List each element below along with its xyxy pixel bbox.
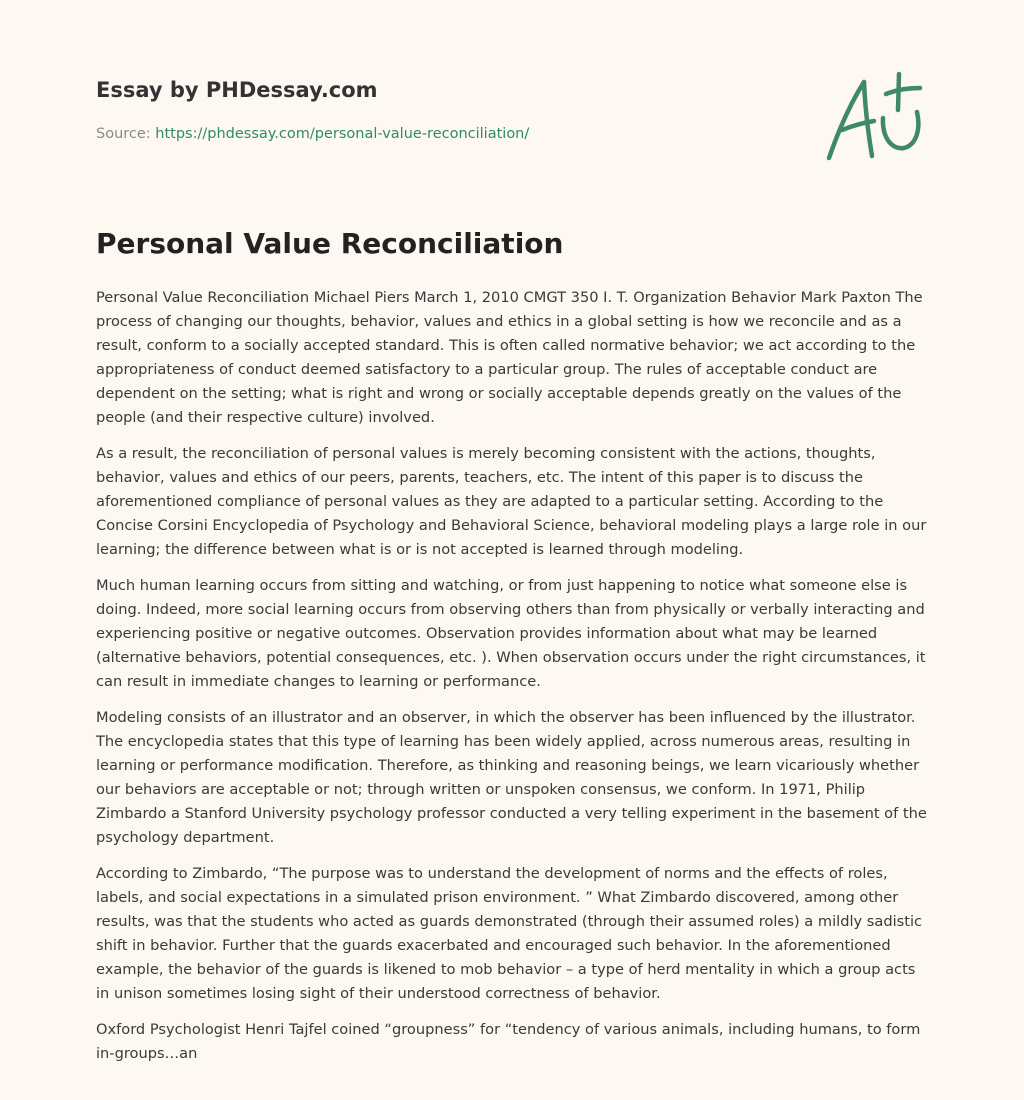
a-plus-logo-icon bbox=[820, 66, 930, 166]
article-body bbox=[96, 286, 932, 1078]
source-label: Source: bbox=[96, 126, 156, 142]
paragraph: Much human learning occurs from sitting and watching, or from just happening to notice what someone else is doing. Indeed, more social learning occurs from observing others than from physically or verbally interacting and experiencing positive or negative outcomes. Observation provides information about what may be learned (alternative behaviors, potential consequences, etc. ). When observation occurs under the right circumstances, it can result in immediate changes to learning or performance. bbox=[96, 577, 926, 690]
paragraph: As a result, the reconciliation of personal values is merely becoming consistent with the actions, thoughts, behavior, values and ethics of our peers, parents, teachers, etc. The intent of this paper is to discuss the aforementioned compliance of personal values as they are adapted to a particular setting. According to the Concise Corsini Encyclopedia of Psychology and Behavioral Science, behavioral modeling plays a large role in our learning; the difference between what is or is not accepted is learned through modeling. bbox=[96, 445, 927, 558]
header bbox=[96, 76, 796, 144]
paragraph: According to Zimbardo, “The purpose was to understand the development of norms and the effects of roles, labels, and social expectations in a simulated prison environment. ” What Zimbardo discovered, among other results, was that the students who acted as guards demonstrated (through their assumed roles) a mildly sadistic shift in behavior. Further that the guards exacerbated and encouraged such behavior. In the aforementioned example, the behavior of the guards is likened to mob behavior – a type of herd mentality in which a group acts in unison sometimes losing sight of their understood correctness of behavior. bbox=[96, 865, 923, 1002]
paragraph: Modeling consists of an illustrator and an observer, in which the observer has been influenced by the illustrator. The encyclopedia states that this type of learning has been widely applied, across numerous areas, resulting in learning or performance modification. Therefore, as thinking and reasoning beings, we learn vicariously whether our behaviors are acceptable or not; through written or unspoken consensus, we conform. In 1971, Philip Zimbardo a Stanford University psychology professor conducted a very telling experiment in the basement of the psychology department. bbox=[96, 709, 927, 846]
page-title: Personal Value Reconciliation bbox=[96, 227, 564, 260]
site-brand: Essay by PHDessay.com bbox=[96, 78, 378, 102]
paragraph: Oxford Psychologist Henri Tajfel coined “groupness” for “tendency of various animals, including humans, to form in-groups…an bbox=[96, 1021, 921, 1062]
source-link[interactable]: https://phdessay.com/personal-value-reconciliation/ bbox=[155, 126, 530, 142]
source-line bbox=[96, 124, 796, 144]
paragraph: Personal Value Reconciliation Michael Piers March 1, 2010 CMGT 350 I. T. Organization Behavior Mark Paxton The process of changing our thoughts, behavior, values and ethics in a global setting is how we reconcile and as a result, conform to a socially accepted standard. This is often called normative behavior; we act according to the appropriateness of conduct deemed satisfactory to a particular group. The rules of acceptable conduct are dependent on the setting; what is right and wrong or socially acceptable depends greatly on the values of the people (and their respective culture) involved. bbox=[96, 289, 923, 426]
